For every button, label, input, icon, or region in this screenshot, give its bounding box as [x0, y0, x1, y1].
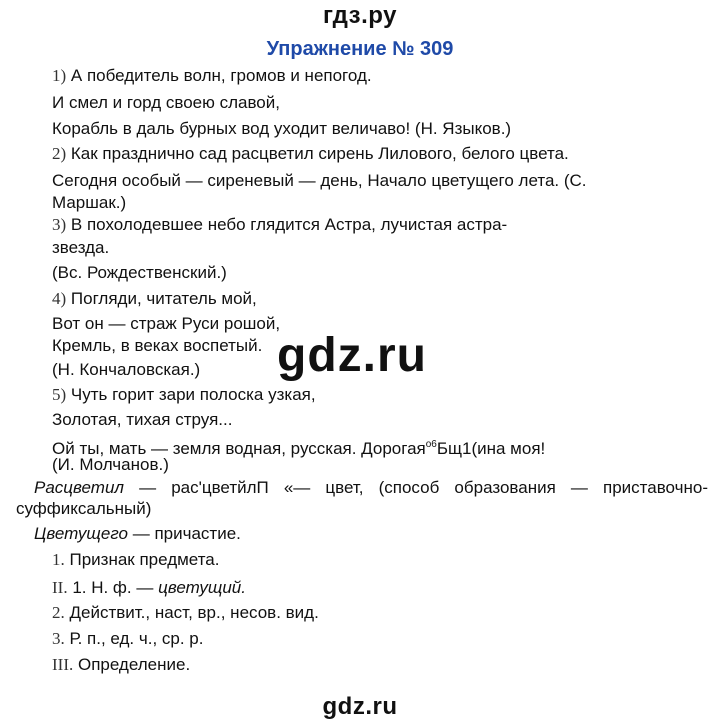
item-number: 4): [52, 289, 67, 308]
line-text: В похолодевшее небо глядится Астра, лучистая астра-: [70, 215, 508, 234]
line-text: — причастие.: [132, 524, 241, 543]
text-line: [52, 385, 316, 405]
text-line: [52, 550, 219, 570]
text-line: [52, 289, 257, 309]
analysis-word: Расцветил: [34, 478, 124, 497]
line-text: Р. п., ед. ч., ср. р.: [69, 629, 204, 648]
text-line: [52, 603, 319, 623]
analysis-word: Цветущего: [34, 524, 128, 543]
text-line: Золотая, тихая струя...: [52, 410, 233, 429]
line-text: А победитель волн, громов и непогод.: [70, 66, 372, 85]
text-line: [52, 578, 246, 598]
text-line: [34, 524, 241, 544]
text-line: Кремль, в веках воспетый.: [52, 336, 263, 355]
text-line: [52, 655, 190, 675]
text-line: Маршак.): [52, 193, 127, 212]
text-line: [52, 144, 569, 164]
text-line: (Вс. Рождественский.): [52, 263, 227, 282]
text-line: Вот он — страж Руси рошой,: [52, 314, 281, 333]
text-line: Сегодня особый — сиреневый — день, Начало цветущего лета. (С.: [52, 171, 587, 190]
watermark-text: gdz.ru: [277, 329, 427, 382]
text-line: звезда.: [52, 238, 110, 257]
item-number: 1): [52, 66, 67, 85]
line-text: Чуть горит зари полоска узкая,: [70, 385, 316, 404]
superscript-text: о6: [425, 439, 437, 450]
item-number: 1.: [52, 550, 65, 569]
line-text: Действит., наст, вр., несов. вид.: [69, 603, 319, 622]
item-number: 3.: [52, 629, 65, 648]
line-text: Определение.: [77, 655, 191, 674]
text-line: (И. Молчанов.): [52, 455, 169, 474]
text-line: (Н. Кончаловская.): [52, 360, 201, 379]
text-line: [52, 215, 507, 235]
item-number: 3): [52, 215, 67, 234]
line-text: Как празднично сад расцветил сирень Лилового, белого цвета.: [70, 144, 569, 163]
item-number: III.: [52, 655, 74, 674]
text-line: И смел и горд своею славой,: [52, 93, 280, 112]
line-text: Погляди, читатель мой,: [70, 289, 257, 308]
analysis-line: [34, 478, 708, 498]
site-footer-text: gdz.ru: [322, 693, 398, 720]
site-header-text: гдз.ру: [323, 2, 397, 29]
text-line: Корабль в даль бурных вод уходит величаво! (Н. Языков.): [52, 119, 512, 138]
item-number: 2.: [52, 603, 65, 622]
line-text: Признак предмета.: [69, 550, 220, 569]
line-text: 1. Н. ф. —: [72, 578, 154, 597]
text-line: суффиксальный): [16, 499, 152, 518]
text-line: [52, 629, 203, 649]
analysis-text: — рас'цветйлП «— цвет, (способ образования — приставочно-: [139, 478, 708, 497]
item-number: II.: [52, 578, 68, 597]
text-line: [52, 66, 372, 86]
exercise-title: Упражнение № 309: [266, 38, 454, 60]
item-number: 2): [52, 144, 67, 163]
line-text: Ой ты, мать — земля водная, русская. Дорогая: [52, 439, 426, 458]
line-text-italic: цветущий.: [158, 578, 246, 597]
line-text: Бщ1(ина моя!: [436, 439, 546, 458]
item-number: 5): [52, 385, 67, 404]
